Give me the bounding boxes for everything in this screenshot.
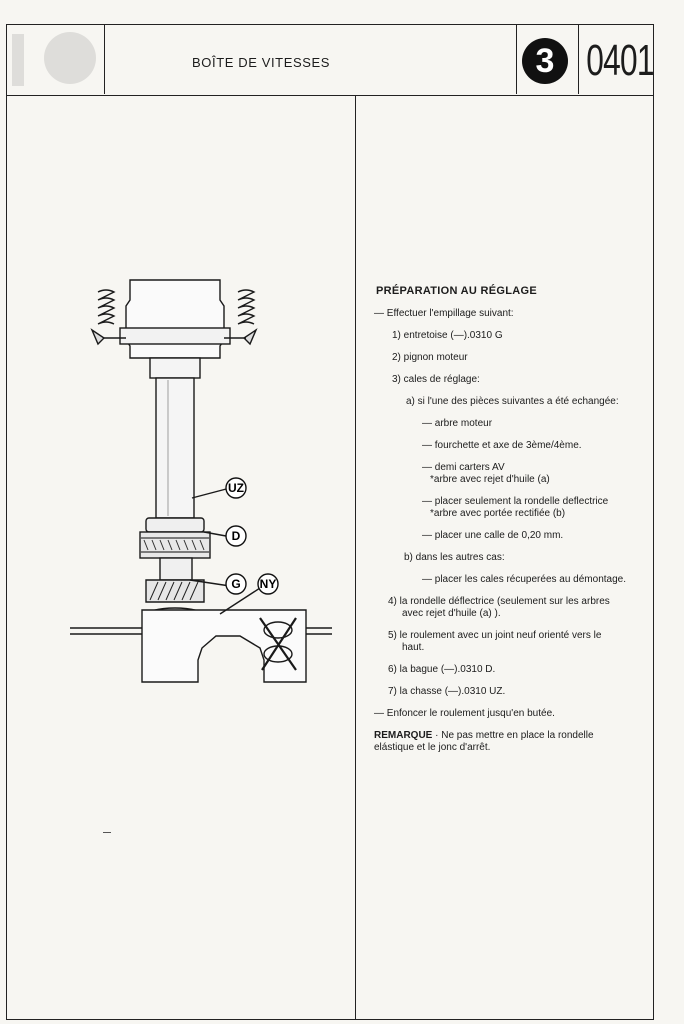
step-line: — demi carters AV bbox=[422, 462, 505, 473]
callout-uz bbox=[226, 478, 246, 498]
step-line: — placer une calle de 0,20 mm. bbox=[422, 530, 564, 541]
step-line: 4) la rondelle déflectrice (seulement sur les arbres bbox=[388, 596, 610, 607]
callout-label-g: G bbox=[231, 577, 241, 591]
step-line: — placer les cales récuperées au démontage. bbox=[422, 574, 627, 585]
remark bbox=[374, 730, 594, 743]
step-line: 6) la bague (—).0310 D. bbox=[388, 664, 496, 675]
step-line: — arbre moteur bbox=[422, 418, 493, 429]
step-line: 3) cales de réglage: bbox=[392, 374, 480, 385]
step-line: 1) entretoise (—).0310 G bbox=[392, 330, 503, 341]
step-line: b) dans les autres cas: bbox=[404, 552, 505, 563]
bleed-through-badge bbox=[12, 28, 96, 92]
callout-label-uz: UZ bbox=[228, 481, 244, 495]
callout-label-ny: NY bbox=[259, 577, 277, 591]
page-header bbox=[6, 24, 654, 96]
step-line: 5) le roulement avec un joint neuf orienté vers le bbox=[388, 630, 602, 641]
step-line: 2) pignon moteur bbox=[392, 352, 468, 363]
step-line: — fourchette et axe de 3ème/4ème. bbox=[422, 440, 582, 451]
step-line: — placer seulement la rondelle deflectrice bbox=[422, 496, 609, 507]
step-line: *arbre avec rejet d'huile (a) bbox=[430, 474, 550, 485]
remark-label: REMARQUE bbox=[374, 730, 433, 741]
chapter-badge: 3 bbox=[522, 38, 568, 84]
step-line: 7) la chasse (—).0310 UZ. bbox=[388, 686, 506, 697]
callout-g bbox=[226, 574, 246, 594]
gearbox-assembly-illustration bbox=[70, 270, 340, 700]
remark-text-line2: elástique et le jonc d'arrêt. bbox=[374, 742, 491, 753]
callout-ny bbox=[258, 574, 278, 594]
step-line: — Enfoncer le roulement jusqu'en butée. bbox=[374, 708, 555, 719]
page-title: BOÎTE DE VITESSES bbox=[192, 55, 331, 70]
header-divider bbox=[578, 24, 579, 94]
step-line: *arbre avec portée rectifiée (b) bbox=[430, 508, 566, 519]
header-divider bbox=[104, 24, 105, 94]
header-divider bbox=[516, 24, 517, 94]
column-divider bbox=[355, 96, 356, 1020]
callout-d bbox=[226, 526, 246, 546]
step-line: — Effectuer l'empillage suivant: bbox=[374, 308, 514, 319]
dash-mark bbox=[103, 832, 111, 833]
page-code: 0401 bbox=[586, 36, 654, 85]
step-line: haut. bbox=[402, 642, 425, 653]
section-heading: PRÉPARATION AU RÉGLAGE bbox=[376, 285, 538, 297]
remark-text: · Ne pas mettre en place la rondelle bbox=[432, 730, 594, 741]
callout-label-d: D bbox=[231, 529, 241, 543]
step-line: a) si l'une des pièces suivantes a été echangée: bbox=[406, 396, 619, 407]
step-line: avec rejet d'huile (a) ). bbox=[402, 608, 501, 619]
